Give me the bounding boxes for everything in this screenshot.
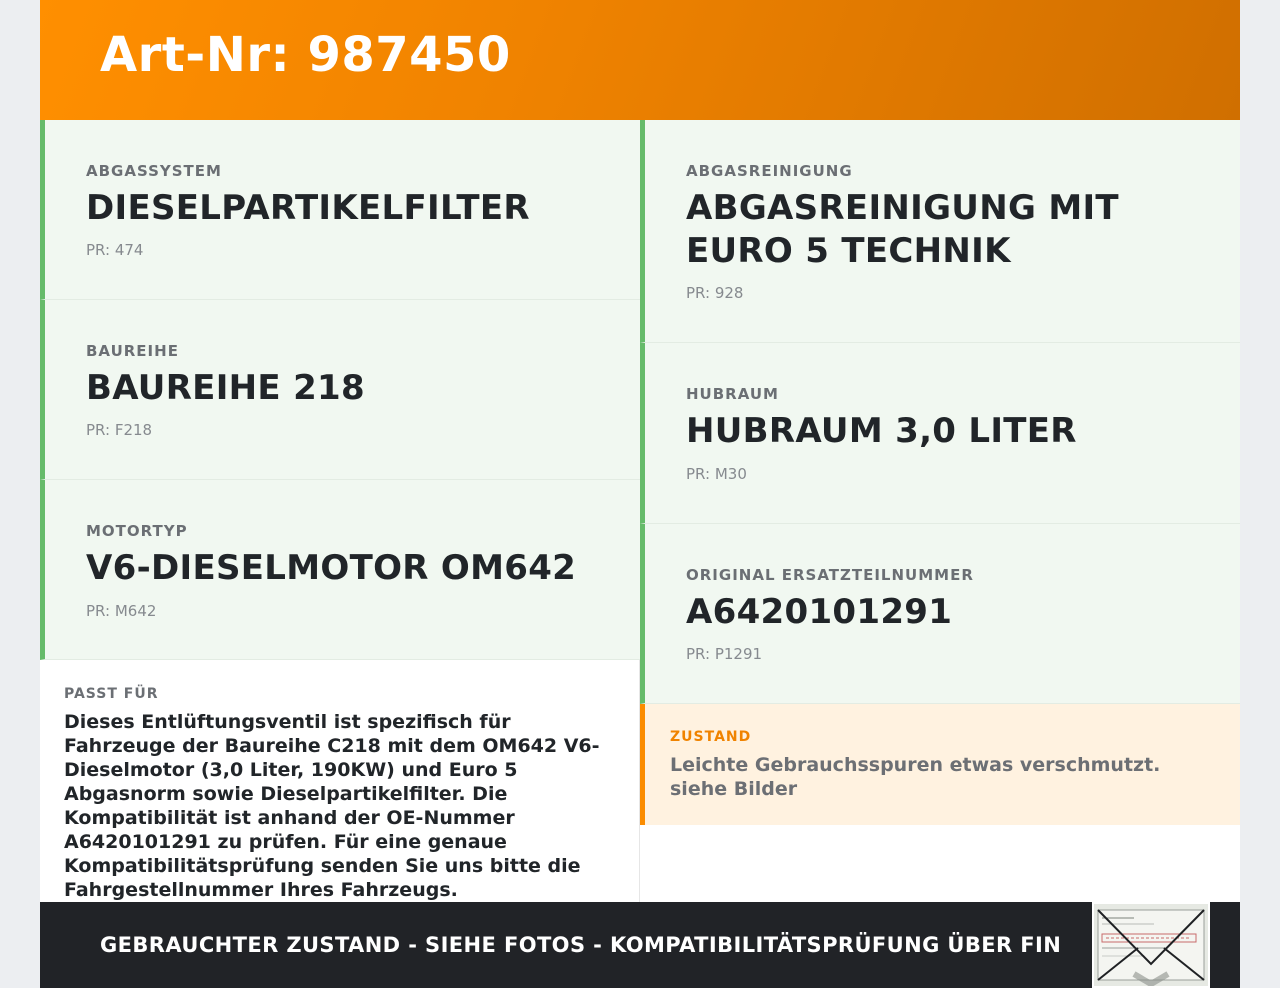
card-pr-code: PR: P1291 [686,645,763,663]
card-pr-code: PR: M642 [86,602,157,620]
card-pr-code: PR: F218 [86,421,153,439]
document-thumbnail-image[interactable] [1092,902,1210,988]
card-engine-type [40,480,640,660]
footer-bar [40,902,1240,988]
card-pr-code: PR: M30 [686,465,747,483]
card-value: DIESELPARTIKELFILTER [86,188,530,228]
card-value: HUBRAUM 3,0 LITER [686,411,1077,451]
card-exhaust-cleaning [640,120,1240,343]
condition-description: Leichte Gebrauchsspuren etwas verschmutzt. siehe Bilder [670,754,1161,800]
card-label: BAUREIHE [86,342,179,360]
card-series [40,300,640,480]
condition-label: ZUSTAND [670,729,752,745]
card-label: ORIGINAL ERSATZTEILNUMMER [686,566,974,584]
document-thumbnail-icon [1094,904,1208,986]
fits-label: PASST FÜR [64,686,159,702]
card-value: A6420101291 [686,592,953,632]
card-pr-code: PR: 474 [86,241,144,259]
card-label: ABGASSYSTEM [86,162,222,180]
fits-section [40,660,640,902]
card-label: ABGASREINIGUNG [686,162,853,180]
condition-section [640,704,1240,825]
header-bar [40,0,1240,120]
card-label: HUBRAUM [686,385,779,403]
card-displacement [640,343,1240,524]
card-pr-code: PR: 928 [686,284,744,302]
card-label: MOTORTYP [86,522,188,540]
footer-text: GEBRAUCHTER ZUSTAND - SIEHE FOTOS - KOMPATIBILITÄTSPRÜFUNG ÜBER FIN [100,933,1062,957]
card-exhaust-system [40,120,640,300]
product-sheet [40,0,1240,988]
card-value: V6-DIESELMOTOR OM642 [86,548,577,588]
fits-description: Dieses Entlüftungsventil ist spezifisch für Fahrzeuge der Baureihe C218 mit dem OM642 V6-Dieselmotor (3,0 Liter, 190KW) und Euro 5 Abgasnorm sowie Dieselpartikelfilter. Die Kompatibilität ist anhand der OE-Nummer A6420101291 zu prüfen. Für eine genaue Kompatibilitätsprüfung senden Sie uns bitte die Fahrgestellnummer Ihres Fahrzeugs. [64,711,600,901]
card-value: ABGASREINIGUNG MIT EURO 5 TECHNIK [686,188,1119,271]
card-oe-number [640,524,1240,704]
article-number-title: Art-Nr: 987450 [100,27,511,83]
card-value: BAUREIHE 218 [86,368,365,408]
